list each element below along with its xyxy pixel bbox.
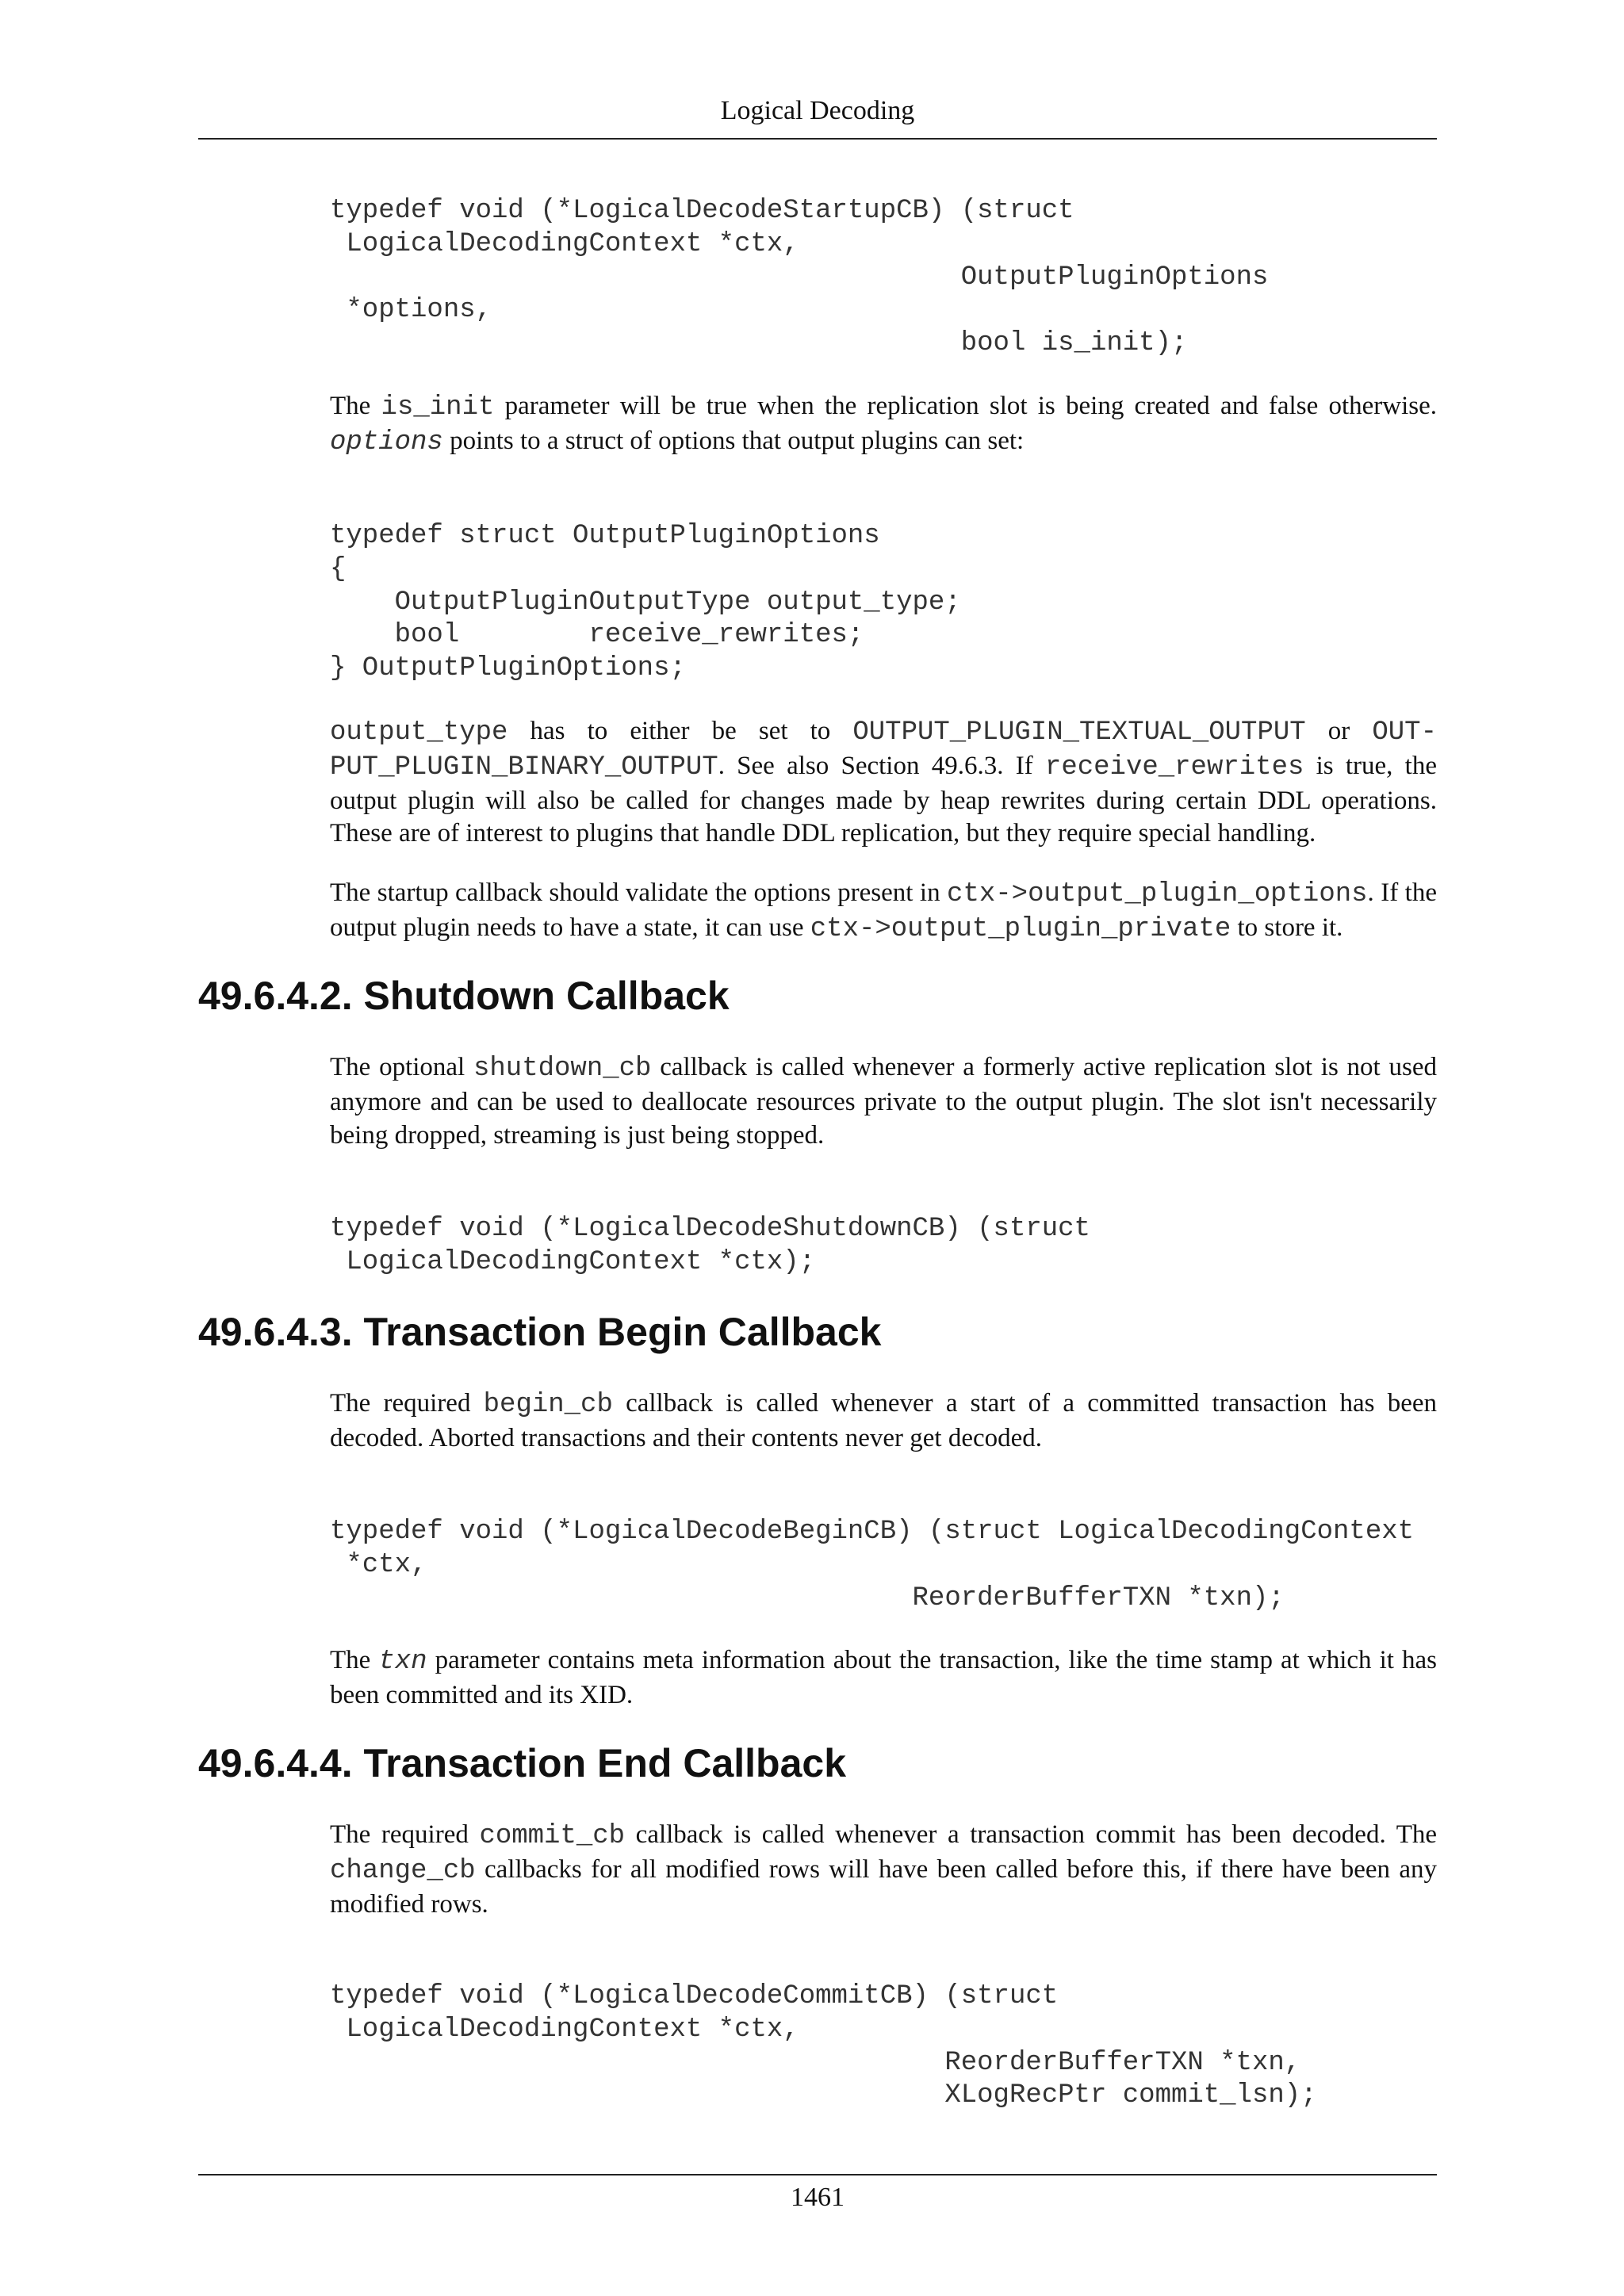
inline-code: ctx->output_plugin_options xyxy=(947,879,1368,909)
shutdown-callback-heading: 49.6.4.2. Shutdown Callback xyxy=(198,974,730,1018)
begin-paragraph xyxy=(330,1387,1437,1456)
is-init-paragraph xyxy=(330,390,1437,460)
output-plugin-options-code: typedef struct OutputPluginOptions { OutputPluginOutputType output_type; bool receive_rewrites; } OutputPluginOptions; xyxy=(330,521,961,684)
text-run: to store it. xyxy=(1231,913,1343,942)
text-run: or xyxy=(1305,717,1373,745)
output-type-paragraph xyxy=(330,715,1437,851)
inline-code: shutdown_cb xyxy=(473,1054,652,1084)
commit-callback-heading: 49.6.4.4. Transaction End Callback xyxy=(198,1741,847,1785)
inline-code: OUTPUT_PLUGIN_TEXTUAL_OUTPUT xyxy=(852,718,1306,748)
text-run: The xyxy=(330,392,381,420)
commit-callback-code: typedef void (*LogicalDecodeCommitCB) (struct LogicalDecodingContext *ctx, ReorderBufferTXN *txn, XLogRecPtr commit_lsn); xyxy=(330,1981,1317,2111)
footer-rule xyxy=(198,2174,1437,2175)
text-run: The optional xyxy=(330,1053,473,1081)
page-number: 1461 xyxy=(791,2183,845,2212)
text-run: callback is called whenever a transaction commit has been decoded. The xyxy=(625,1820,1437,1849)
text-run: callbacks for all modified rows will have been called before this, if there have been any modified rows. xyxy=(330,1854,1437,1919)
text-run: points to a struct of options that output plugins can set: xyxy=(442,426,1025,455)
header-rule xyxy=(198,138,1437,140)
text-run: has to either be set to xyxy=(508,717,853,745)
text-run: The required xyxy=(330,1820,480,1849)
begin-callback-code: typedef void (*LogicalDecodeBeginCB) (struct LogicalDecodingContext *ctx, ReorderBufferTXN *txn); xyxy=(330,1517,1415,1613)
inline-code: commit_cb xyxy=(479,1821,626,1851)
inline-code: ctx->output_plugin_private xyxy=(810,913,1231,944)
inline-code: begin_cb xyxy=(483,1390,613,1420)
text-run: is true, the output plugin will also be called for changes made by heap rewrites during certain DDL operations. These are of interest to plugins that handle DDL replication, but they require special handling. xyxy=(330,751,1437,848)
inline-code: txn xyxy=(378,1647,427,1677)
inline-code: is_init xyxy=(381,392,495,423)
shutdown-paragraph xyxy=(330,1051,1437,1152)
startup-callback-code: typedef void (*LogicalDecodeStartupCB) (struct LogicalDecodingContext *ctx, OutputPluginOptions *options, bool is_init); xyxy=(330,196,1269,359)
text-run: The xyxy=(330,1646,379,1674)
txn-paragraph xyxy=(330,1644,1437,1712)
inline-code: receive_rewrites xyxy=(1044,752,1304,783)
text-run: . If the output plugin needs to have a state, it can use xyxy=(330,878,1437,942)
startup-validate-paragraph xyxy=(330,877,1437,947)
running-header: Logical Decoding xyxy=(720,96,915,125)
text-run: The required xyxy=(330,1389,484,1418)
inline-code: OUT-PUT_PLUGIN_BINARY_OUTPUT xyxy=(330,718,1437,783)
text-run: callback is called whenever a start of a committed transaction has been decoded. Aborted transactions and their contents never get decoded. xyxy=(330,1389,1437,1452)
shutdown-callback-code: typedef void (*LogicalDecodeShutdownCB) (struct LogicalDecodingContext *ctx); xyxy=(330,1214,1090,1277)
inline-code: output_type xyxy=(330,718,508,748)
text-run: . See also Section 49.6.3. If xyxy=(718,751,1045,780)
text-run: callback is called whenever a formerly active replication slot is not used anymore and can be used to deallocate resources private to the output plugin. The slot isn't necessarily being dropped, streaming is just being stopped. xyxy=(330,1053,1437,1150)
inline-code: change_cb xyxy=(330,1855,476,1886)
commit-paragraph xyxy=(330,1819,1437,1921)
text-run: parameter contains meta information about the transaction, like the time stamp at which it has been committed and its XID. xyxy=(330,1646,1437,1709)
text-run: parameter will be true when the replication slot is being created and false otherwise. xyxy=(494,392,1437,420)
inline-code: options xyxy=(330,427,443,457)
begin-callback-heading: 49.6.4.3. Transaction Begin Callback xyxy=(198,1310,882,1354)
text-run: The startup callback should validate the options present in xyxy=(330,878,948,907)
